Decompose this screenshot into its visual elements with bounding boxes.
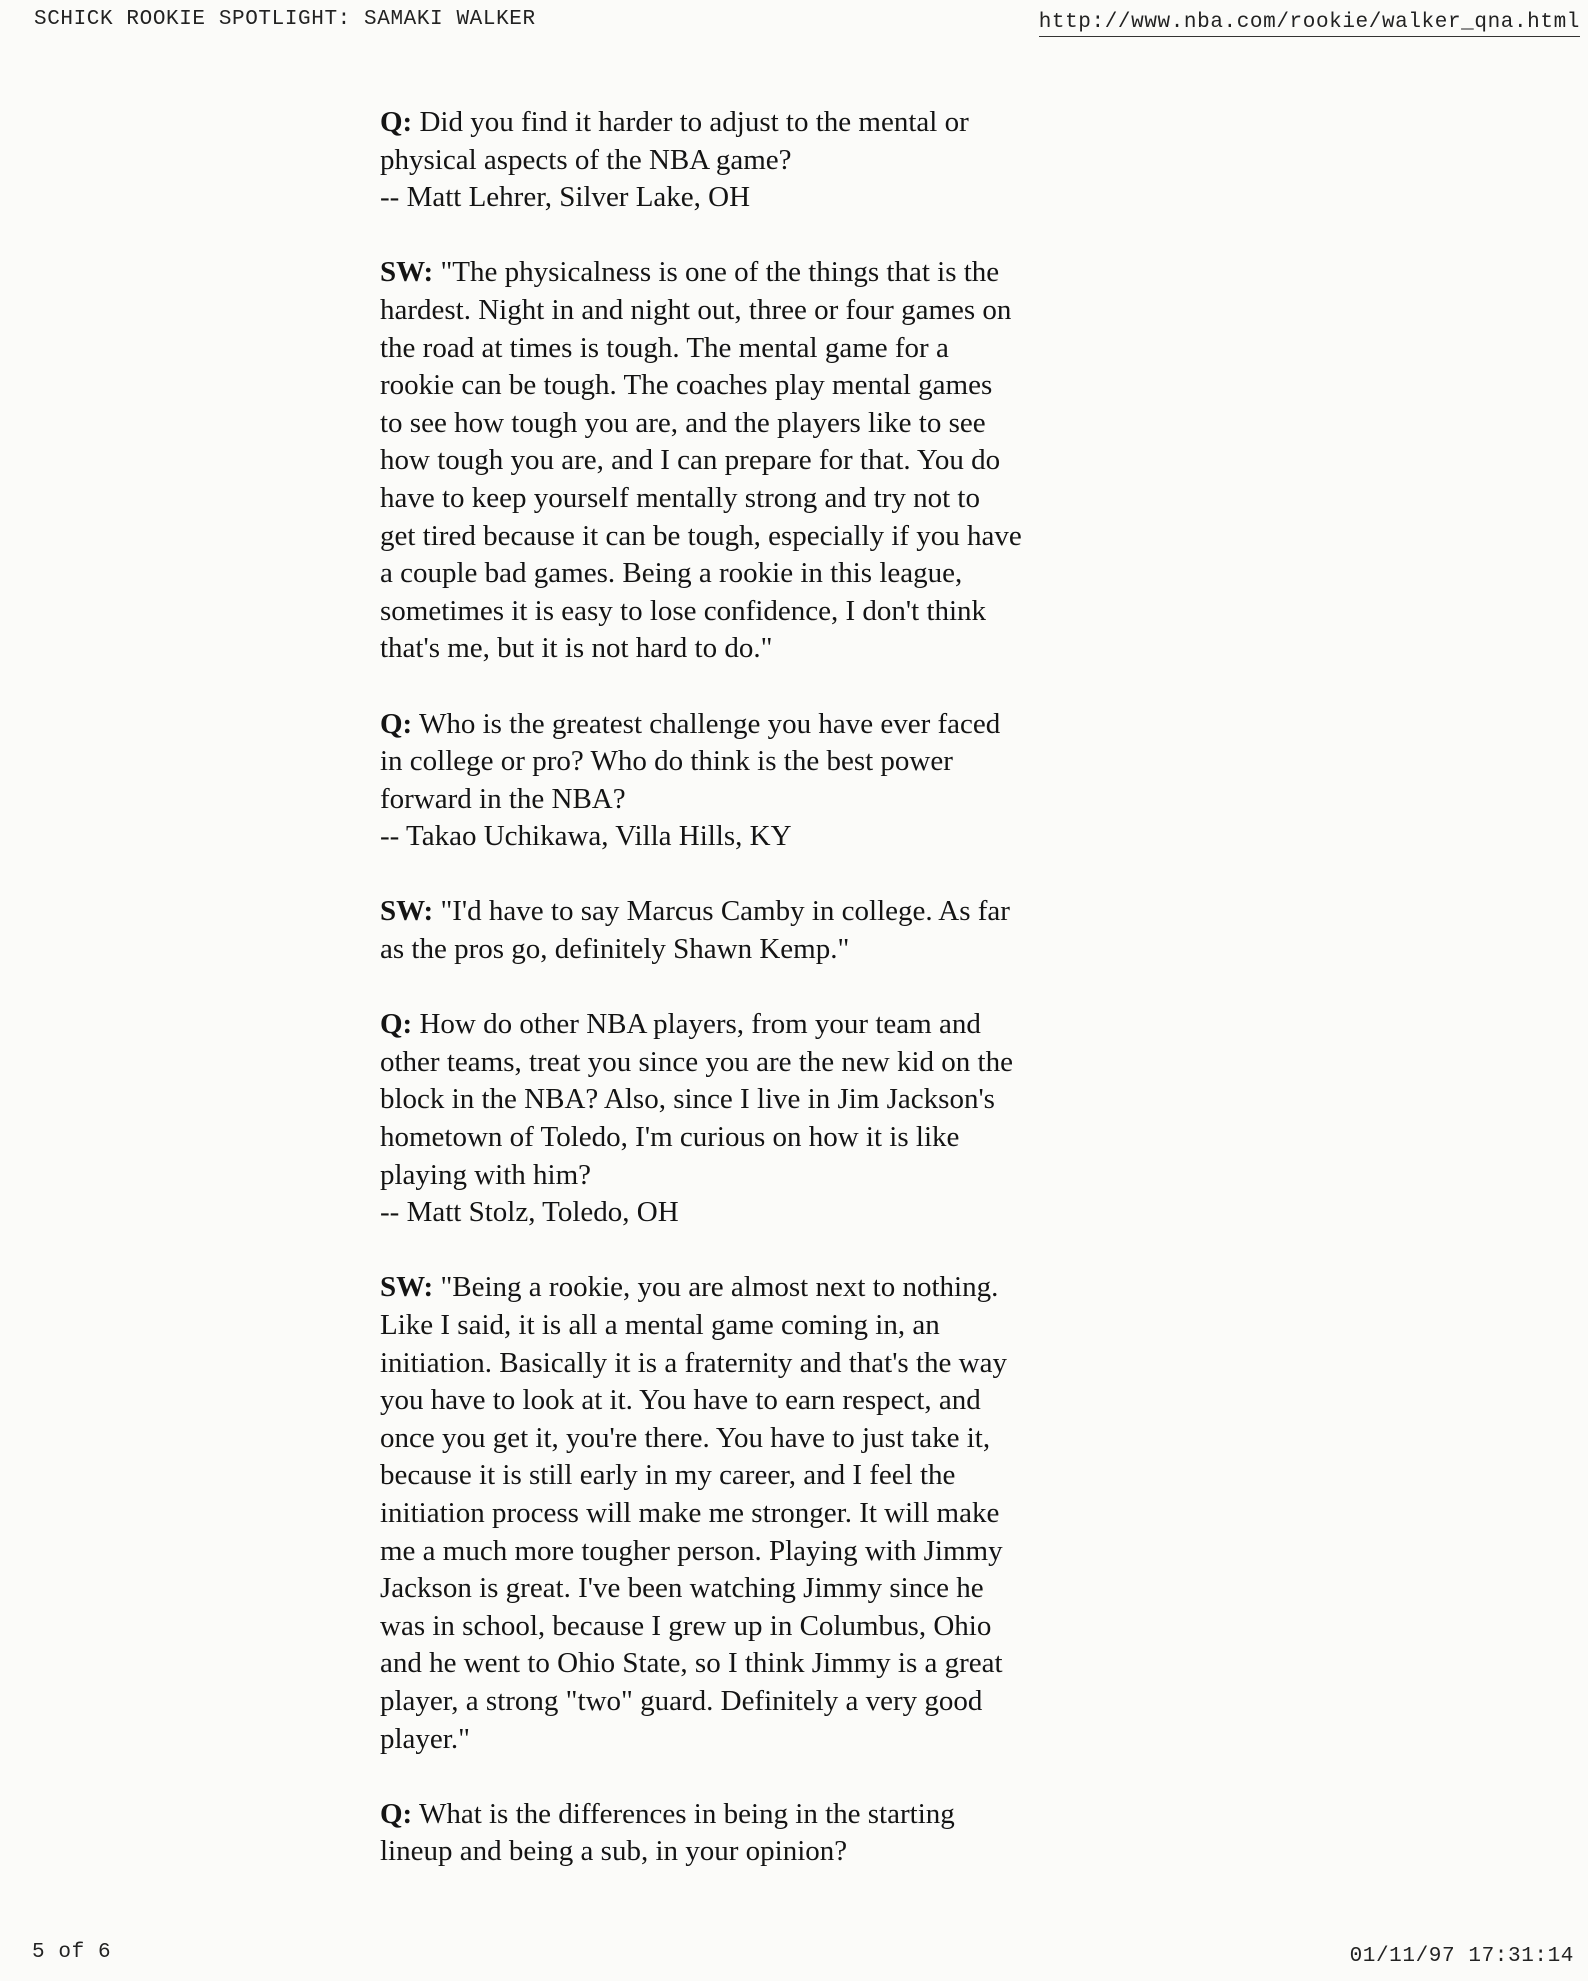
answer-block (380, 254, 1100, 668)
text-line: playing with him? (380, 1158, 592, 1191)
text-line: other teams, treat you since you are the new kid on the (380, 1045, 1013, 1078)
text-line (380, 1269, 1100, 1307)
text-line (380, 893, 1100, 931)
text-line (380, 254, 1100, 292)
answer-label: SW: (380, 1271, 434, 1304)
answer-label: SW: (380, 256, 434, 289)
text-line: lineup and being a sub, in your opinion? (380, 1835, 848, 1868)
text-line: the road at times is tough. The mental game for a (380, 331, 949, 364)
page-header-title: SCHICK ROOKIE SPOTLIGHT: SAMAKI WALKER (34, 8, 536, 31)
text-line: you have to look at it. You have to earn respect, and (380, 1384, 981, 1417)
answer-block (380, 893, 1100, 968)
text-line: -- Takao Uchikawa, Villa Hills, KY (380, 820, 792, 853)
answer-label: SW: (380, 895, 434, 928)
line-text: "Being a rookie, you are almost next to nothing. (433, 1271, 999, 1304)
text-line (380, 104, 1100, 142)
text-line: was in school, because I grew up in Columbus, Ohio (380, 1609, 992, 1642)
text-line: in college or pro? Who do think is the best power (380, 745, 953, 778)
text-line: physical aspects of the NBA game? (380, 143, 792, 176)
text-line: rookie can be tough. The coaches play mental games (380, 369, 993, 402)
text-line: to see how tough you are, and the players like to see (380, 406, 986, 439)
question-block (380, 1006, 1100, 1232)
question-label: Q: (380, 707, 413, 740)
question-block (380, 104, 1100, 217)
page-header-url: http://www.nba.com/rookie/walker_qna.html (1039, 11, 1580, 37)
line-text: Who is the greatest challenge you have ever faced (412, 707, 1001, 740)
line-text: What is the differences in being in the starting (412, 1797, 955, 1830)
answer-block (380, 1269, 1100, 1758)
line-text: How do other NBA players, from your team and (412, 1008, 981, 1041)
question-label: Q: (380, 1797, 413, 1830)
text-line: once you get it, you're there. You have to just take it, (380, 1421, 991, 1454)
question-block (380, 706, 1100, 856)
question-label: Q: (380, 106, 413, 138)
text-line: because it is still early in my career, and I feel the (380, 1459, 956, 1492)
text-line: have to keep yourself mentally strong and try not to (380, 481, 980, 514)
text-line: -- Matt Lehrer, Silver Lake, OH (380, 181, 751, 214)
question-block (380, 1796, 1100, 1871)
text-line: player, a strong "two" guard. Definitely a very good (380, 1684, 983, 1717)
text-line: block in the NBA? Also, since I live in Jim Jackson's (380, 1083, 995, 1116)
qa-content (380, 104, 1100, 1871)
text-line: forward in the NBA? (380, 782, 626, 815)
text-line: that's me, but it is not hard to do." (380, 632, 773, 665)
text-line: as the pros go, definitely Shawn Kemp." (380, 933, 850, 966)
text-line: sometimes it is easy to lose confidence, I don't think (380, 594, 987, 627)
text-line: how tough you are, and I can prepare for that. You do (380, 444, 1001, 477)
text-line (380, 706, 1100, 744)
text-line (380, 1006, 1100, 1044)
line-text: Did you find it harder to adjust to the mental or (412, 106, 969, 138)
line-text: "The physicalness is one of the things that is the (433, 256, 1000, 289)
question-label: Q: (380, 1008, 413, 1041)
text-line: and he went to Ohio State, so I think Jimmy is a great (380, 1647, 1003, 1680)
print-timestamp: 01/11/97 17:31:14 (1349, 1945, 1574, 1968)
text-line: get tired because it can be tough, especially if you have (380, 519, 1022, 552)
text-line (380, 1796, 1100, 1834)
text-line: me a much more tougher person. Playing with Jimmy (380, 1534, 1003, 1567)
text-line: a couple bad games. Being a rookie in this league, (380, 557, 963, 590)
text-line: player." (380, 1722, 470, 1755)
line-text: "I'd have to say Marcus Camby in college. As far (433, 895, 1010, 928)
text-line: initiation process will make me stronger. It will make (380, 1496, 1000, 1529)
text-line: hardest. Night in and night out, three or four games on (380, 293, 1012, 326)
text-line: Like I said, it is all a mental game coming in, an (380, 1309, 940, 1341)
text-line: hometown of Toledo, I'm curious on how it is like (380, 1121, 960, 1154)
text-line: Jackson is great. I've been watching Jimmy since he (380, 1572, 984, 1605)
text-line: -- Matt Stolz, Toledo, OH (380, 1196, 679, 1229)
text-line: initiation. Basically it is a fraternity and that's the way (380, 1346, 1007, 1379)
page-number: 5 of 6 (32, 1941, 112, 1964)
